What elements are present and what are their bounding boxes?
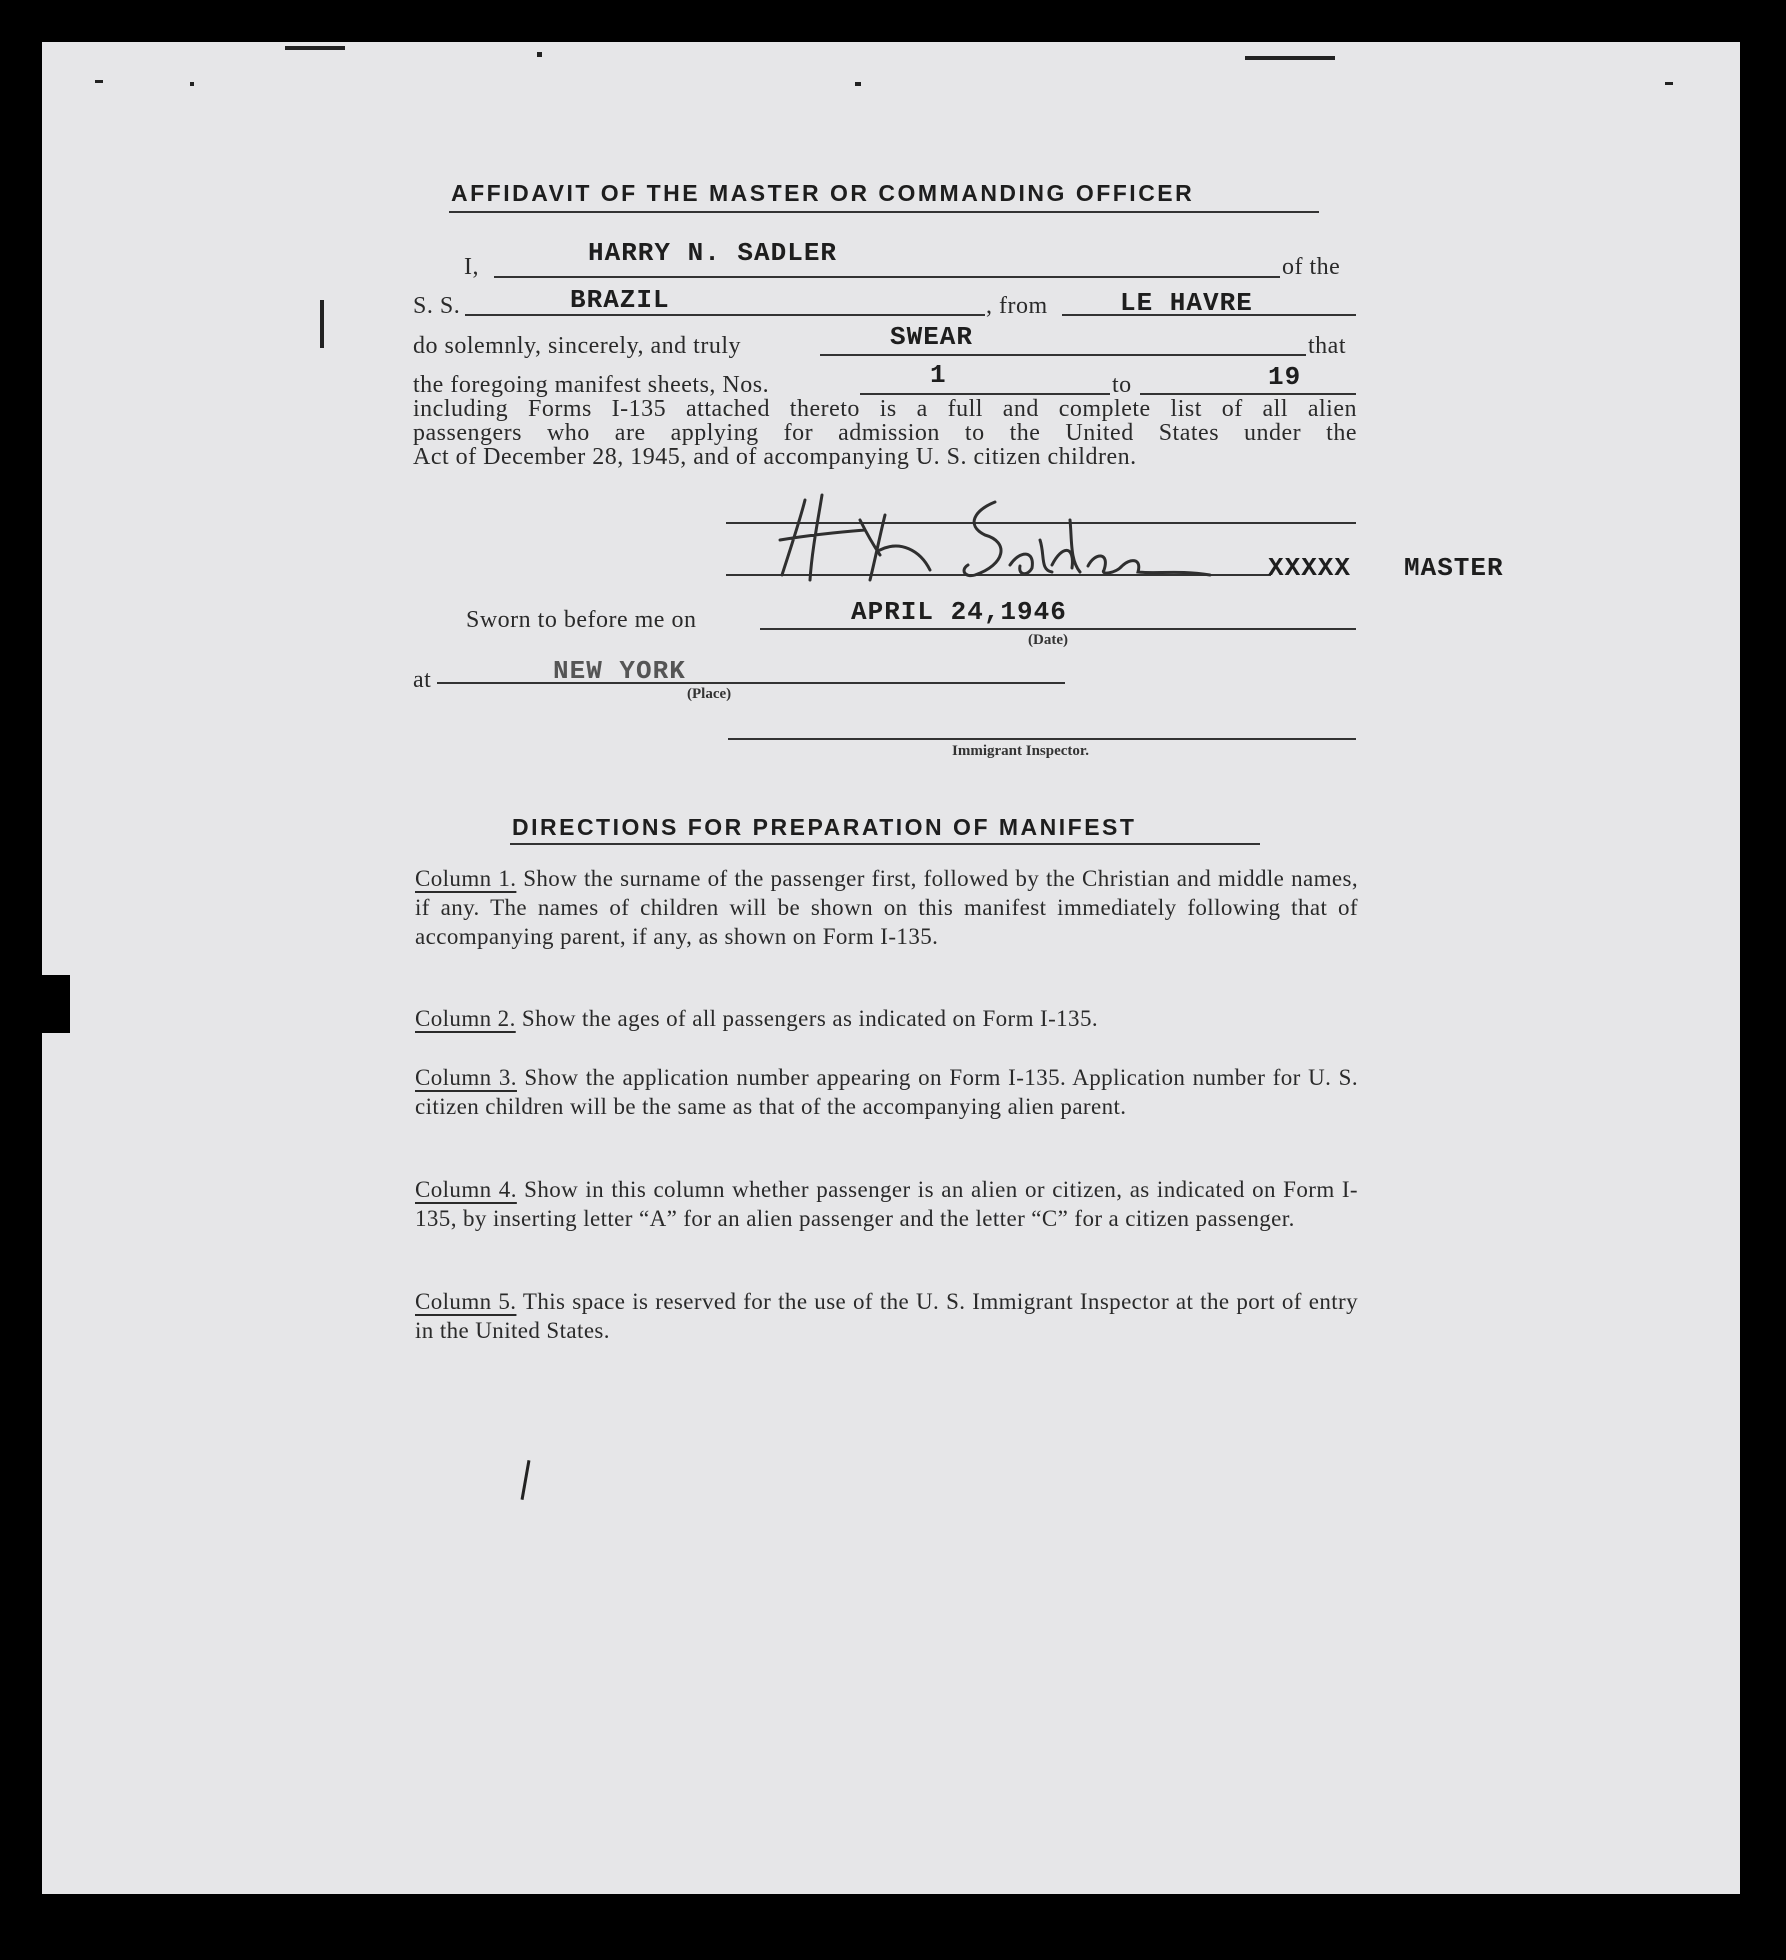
- port-from: LE HAVRE: [1120, 288, 1253, 318]
- date-caption: (Date): [1028, 632, 1068, 648]
- affidavit-body-line2: passengers who are applying for admission to the United States under the: [413, 420, 1357, 446]
- ship-fill-line: [465, 314, 985, 316]
- line1-suffix: of the: [1282, 254, 1341, 280]
- at-label: at: [413, 667, 432, 693]
- sheet-end: 19: [1268, 362, 1302, 392]
- column-label: Column 2.: [415, 1006, 516, 1031]
- swear-prefix: do solemnly, sincerely, and truly: [413, 333, 741, 359]
- scan-speck: [1665, 82, 1673, 85]
- struck-title: XXXXX: [1268, 553, 1352, 583]
- scan-speck: [285, 46, 345, 50]
- swear-suffix: that: [1308, 333, 1346, 359]
- direction-column-4: [415, 1175, 1358, 1233]
- title-underline: [449, 211, 1319, 213]
- inspector-caption: Immigrant Inspector.: [952, 743, 1089, 759]
- direction-column-1: [415, 864, 1358, 951]
- column-label: Column 3.: [415, 1065, 517, 1090]
- master-title: MASTER: [1404, 553, 1504, 583]
- affidavit-title: AFFIDAVIT OF THE MASTER OR COMMANDING OFFICER: [451, 180, 1195, 206]
- directions-title: DIRECTIONS FOR PREPARATION OF MANIFEST: [512, 814, 1137, 840]
- sheet-start-fill-line: [860, 393, 1110, 395]
- scan-speck: [537, 52, 542, 57]
- sworn-date: APRIL 24,1946: [851, 597, 1067, 627]
- from-label: , from: [986, 293, 1048, 319]
- swear-word: SWEAR: [890, 322, 974, 352]
- scan-speck: [190, 82, 194, 86]
- direction-text: Show the ages of all passengers as indicated on Form I-135.: [521, 1006, 1099, 1031]
- direction-text: Show in this column whether passenger is an alien or citizen, as indicated on Form I-135, by inserting letter “A” for an alien passenger and the letter “C” for a citizen passenger.: [415, 1177, 1358, 1231]
- swear-fill-line: [820, 354, 1306, 356]
- sheet-end-fill-line: [1140, 393, 1356, 395]
- master-signature: [770, 480, 1250, 590]
- scan-speck: [95, 80, 103, 83]
- sheet-start: 1: [930, 360, 947, 390]
- scan-speck: [1245, 56, 1335, 60]
- direction-column-3: [415, 1063, 1358, 1121]
- scan-speck: [320, 300, 324, 348]
- date-fill-line: [760, 628, 1356, 630]
- place-fill-line: [437, 682, 1065, 684]
- column-label: Column 5.: [415, 1289, 517, 1314]
- name-fill-line: [494, 276, 1280, 278]
- scan-speck: [855, 82, 861, 86]
- sworn-prefix: Sworn to before me on: [466, 607, 697, 633]
- directions-title-underline: [510, 843, 1260, 845]
- place-caption: (Place): [687, 686, 732, 702]
- inspector-signature-line: [728, 738, 1356, 740]
- place: NEW YORK: [553, 656, 686, 686]
- affidavit-body-line3: Act of December 28, 1945, and of accompanying U. S. citizen children.: [413, 444, 1137, 470]
- line1-prefix: I,: [464, 254, 479, 280]
- to-label: to: [1112, 372, 1132, 398]
- direction-text: This space is reserved for the use of the U. S. Immigrant Inspector at the port of entry in the United States.: [415, 1289, 1358, 1343]
- direction-column-5: [415, 1287, 1358, 1345]
- page-edge-tear: [42, 975, 70, 1033]
- ship-name: BRAZIL: [570, 285, 670, 315]
- column-label: Column 1.: [415, 866, 517, 891]
- master-name: HARRY N. SADLER: [588, 238, 838, 268]
- document-page: [42, 42, 1740, 1894]
- direction-text: Show the application number appearing on Form I-135. Application number for U. S. citizen children will be the same as that of the accompanying alien parent.: [415, 1065, 1358, 1119]
- ship-prefix: S. S.: [413, 293, 461, 319]
- affidavit-body-line1: including Forms I-135 attached thereto is a full and complete list of all alien: [413, 396, 1357, 422]
- direction-text: Show the surname of the passenger first, followed by the Christian and middle names, if any. The names of children will be shown on this manifest immediately following that of accompanying parent, if any, as shown on Form I-135.: [415, 866, 1358, 949]
- column-label: Column 4.: [415, 1177, 517, 1202]
- direction-column-2: [415, 1004, 1358, 1033]
- sheets-prefix: the foregoing manifest sheets, Nos.: [413, 372, 770, 398]
